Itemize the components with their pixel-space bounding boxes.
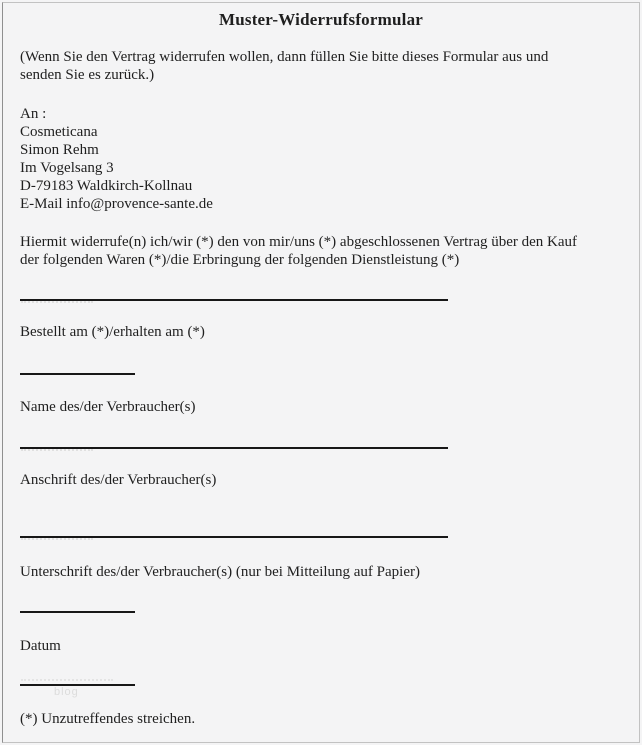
label-consumer-address: Anschrift des/der Verbraucher(s): [20, 472, 217, 488]
intro-paragraph: [20, 48, 622, 84]
declaration-line-2: der folgenden Waren (*)/die Erbringung der folgenden Dienstleistung (*): [20, 252, 460, 268]
blank-line-order-date: [20, 373, 135, 375]
recipient-block: [20, 105, 622, 213]
recipient-name: Simon Rehm: [20, 142, 99, 158]
label-signature: Unterschrift des/der Verbraucher(s) (nur bei Mitteilung auf Papier): [20, 564, 420, 580]
label-consumer-name: Name des/der Verbraucher(s): [20, 399, 196, 415]
recipient-street: Im Vogelsang 3: [20, 160, 114, 176]
blank-line-consumer-name: [20, 447, 448, 449]
recipient-email: E-Mail info@provence-sante.de: [20, 196, 213, 212]
blank-line-consumer-address: [20, 536, 448, 538]
document-title: Muster-Widerrufsformular: [218, 10, 424, 29]
intro-line-2: senden Sie es zurück.): [20, 67, 155, 83]
footnote: (*) Unzutreffendes streichen.: [20, 711, 196, 727]
blank-line-signature: [20, 611, 135, 613]
recipient-city: D-79183 Waldkirch-Kollnau: [20, 178, 193, 194]
recipient-label: An :: [20, 106, 47, 122]
recipient-company: Cosmeticana: [20, 124, 98, 140]
intro-line-1: (Wenn Sie den Vertrag widerrufen wollen, dann füllen Sie bitte dieses Formular aus und: [20, 49, 549, 65]
label-ordered-received: Bestellt am (*)/erhalten am (*): [20, 324, 205, 340]
blank-line-goods: [20, 299, 448, 301]
declaration-line-1: Hiermit widerrufe(n) ich/wir (*) den von mir/uns (*) abgeschlossenen Vertrag über den Kauf: [20, 234, 578, 250]
label-date: Datum: [20, 638, 61, 654]
declaration-paragraph: [20, 233, 622, 269]
watermark-text: blog: [54, 686, 79, 698]
